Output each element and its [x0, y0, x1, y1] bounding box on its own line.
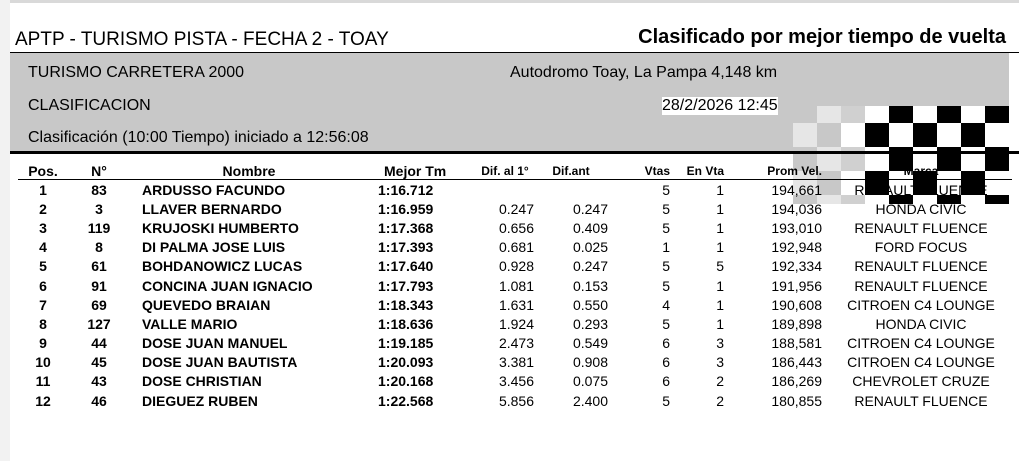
col-vtas: Vtas — [608, 163, 670, 180]
col-dif1: Dif. al 1° — [476, 163, 534, 180]
cell-envta: 1 — [716, 200, 724, 217]
cell-envta: 1 — [716, 181, 724, 198]
cell-vtas: 6 — [662, 373, 670, 390]
cell-name: ARDUSSO FACUNDO — [142, 181, 286, 198]
cell-marca: RENAULT FLUENCE — [854, 258, 988, 275]
cell-difa: 0.293 — [572, 315, 608, 332]
cell-dif1: 5.856 — [498, 392, 534, 409]
cell-best: 1:22.568 — [378, 392, 434, 409]
cell-num: 44 — [91, 335, 107, 352]
results-table — [18, 163, 1012, 410]
table-row — [18, 180, 1012, 200]
cell-name: DOSE JUAN BAUTISTA — [142, 354, 298, 371]
cell-marca: CITROEN C4 LOUNGE — [847, 296, 995, 313]
cell-dif1: 0.681 — [498, 239, 534, 256]
venue-label: Autodromo Toay, La Pampa 4,148 km — [510, 64, 778, 81]
cell-dif1: 3.456 — [498, 373, 534, 390]
col-best: Mejor Tm — [368, 163, 476, 180]
cell-name: DI PALMA JOSE LUIS — [142, 239, 286, 256]
cell-pos: 8 — [39, 315, 47, 332]
cell-best: 1:19.185 — [378, 335, 434, 352]
band-rule — [10, 151, 1019, 154]
cell-best: 1:16.712 — [378, 181, 434, 198]
cell-num: 46 — [91, 392, 107, 409]
cell-num: 91 — [91, 277, 107, 294]
cell-difa: 0.153 — [572, 277, 608, 294]
session-info-band — [10, 53, 1009, 151]
cell-difa: 0.025 — [572, 239, 608, 256]
cell-dif1: 0.928 — [498, 258, 534, 275]
col-prom: Prom Vel. — [724, 163, 822, 180]
cell-prom: 192,948 — [771, 239, 822, 256]
cell-pos: 4 — [39, 239, 47, 256]
table-row — [18, 276, 1012, 295]
cell-name: CONCINA JUAN IGNACIO — [142, 277, 313, 294]
cell-marca: RENAULT FLUENCE — [854, 219, 988, 236]
col-name: Nombre — [130, 163, 368, 180]
cell-prom: 193,010 — [771, 219, 822, 236]
cell-best: 1:16.959 — [378, 200, 434, 217]
table-row — [18, 295, 1012, 314]
datetime-label: 28/2/2026 12:45 — [662, 97, 778, 114]
cell-dif1: 1.081 — [498, 277, 534, 294]
cell-dif1: 1.924 — [498, 315, 534, 332]
table-row — [18, 218, 1012, 237]
cell-best: 1:17.793 — [378, 277, 434, 294]
table-header-row — [18, 163, 1012, 180]
cell-best: 1:17.640 — [378, 258, 434, 275]
cell-vtas: 5 — [662, 200, 670, 217]
cell-name: KRUJOSKI HUMBERTO — [142, 219, 299, 236]
cell-prom: 189,898 — [771, 315, 822, 332]
col-envta: En Vta — [670, 163, 724, 180]
cell-vtas: 4 — [662, 296, 670, 313]
sort-title: Clasificado por mejor tiempo de vuelta — [638, 26, 1006, 48]
cell-marca: RENAULT FLUENCE — [854, 181, 988, 198]
cell-best: 1:17.368 — [378, 219, 434, 236]
cell-num: 69 — [91, 296, 107, 313]
cell-prom: 180,855 — [771, 392, 822, 409]
cell-num: 45 — [91, 354, 107, 371]
cell-pos: 5 — [39, 258, 47, 275]
cell-envta: 1 — [716, 296, 724, 313]
table-row — [18, 257, 1012, 276]
cell-vtas: 5 — [662, 277, 670, 294]
table-row — [18, 199, 1012, 218]
cell-marca: HONDA CIVIC — [875, 200, 967, 217]
cell-envta: 5 — [716, 258, 724, 275]
cell-vtas: 5 — [662, 392, 670, 409]
cell-best: 1:17.393 — [378, 239, 434, 256]
cell-prom: 188,581 — [771, 335, 822, 352]
cell-prom: 186,269 — [771, 373, 822, 390]
cell-difa: 0.075 — [572, 373, 608, 390]
cell-name: DIEGUEZ RUBEN — [142, 392, 258, 409]
cell-difa: 2.400 — [572, 392, 608, 409]
cell-envta: 1 — [716, 219, 724, 236]
cell-dif1: 0.247 — [498, 200, 534, 217]
cell-num: 83 — [91, 181, 107, 198]
cell-dif1: 1.631 — [498, 296, 534, 313]
cell-marca: RENAULT FLUENCE — [854, 392, 988, 409]
cell-num: 8 — [95, 239, 103, 256]
cell-dif1: 2.473 — [498, 335, 534, 352]
cell-vtas: 1 — [662, 239, 670, 256]
results-page — [10, 0, 1019, 461]
cell-difa: 0.550 — [572, 296, 608, 313]
cell-vtas: 5 — [662, 258, 670, 275]
results-body — [18, 180, 1012, 411]
cell-marca: RENAULT FLUENCE — [854, 277, 988, 294]
cell-name: BOHDANOWICZ LUCAS — [142, 258, 303, 275]
cell-pos: 7 — [39, 296, 47, 313]
cell-envta: 1 — [716, 277, 724, 294]
cell-envta: 2 — [716, 392, 724, 409]
cell-best: 1:20.093 — [378, 354, 434, 371]
cell-best: 1:18.343 — [378, 296, 434, 313]
col-num: N° — [68, 163, 130, 180]
cell-envta: 2 — [716, 373, 724, 390]
cell-prom: 186,443 — [771, 354, 822, 371]
table-row — [18, 314, 1012, 333]
cell-pos: 11 — [35, 373, 51, 390]
cell-pos: 9 — [39, 335, 47, 352]
table-row — [18, 334, 1012, 353]
cell-pos: 2 — [39, 200, 47, 217]
table-row — [18, 353, 1012, 372]
cell-num: 127 — [87, 315, 111, 332]
cell-vtas: 6 — [662, 354, 670, 371]
cell-prom: 190,608 — [771, 296, 822, 313]
table-row — [18, 238, 1012, 257]
cell-marca: HONDA CIVIC — [875, 315, 967, 332]
cell-vtas: 6 — [662, 335, 670, 352]
cell-best: 1:18.636 — [378, 315, 434, 332]
cell-difa: 0.409 — [572, 219, 608, 236]
cell-envta: 3 — [716, 335, 724, 352]
cell-num: 61 — [91, 258, 107, 275]
cell-prom: 191,956 — [771, 277, 822, 294]
cell-prom: 194,661 — [771, 181, 822, 198]
cell-difa — [534, 180, 608, 200]
cell-name: VALLE MARIO — [142, 315, 238, 332]
session-info-label: Clasificación (10:00 Tiempo) iniciado a 12:56:08 — [28, 129, 369, 146]
cell-pos: 12 — [35, 392, 51, 409]
table-row — [18, 372, 1012, 391]
cell-num: 43 — [91, 373, 107, 390]
cell-dif1 — [476, 180, 534, 200]
top-border — [10, 0, 1019, 3]
cell-vtas: 5 — [662, 219, 670, 236]
cell-marca: CHEVROLET CRUZE — [852, 373, 990, 390]
category-label: TURISMO CARRETERA 2000 — [28, 64, 245, 81]
cell-vtas: 5 — [662, 315, 670, 332]
cell-difa: 0.908 — [572, 354, 608, 371]
cell-prom: 192,334 — [771, 258, 822, 275]
cell-difa: 0.247 — [572, 200, 608, 217]
cell-pos: 3 — [39, 219, 47, 236]
cell-name: DOSE JUAN MANUEL — [142, 335, 288, 352]
cell-pos: 1 — [39, 181, 47, 198]
cell-difa: 0.247 — [572, 258, 608, 275]
cell-dif1: 0.656 — [498, 219, 534, 236]
cell-marca: FORD FOCUS — [874, 239, 968, 256]
cell-pos: 10 — [35, 354, 51, 371]
cell-marca: CITROEN C4 LOUNGE — [847, 354, 995, 371]
cell-name: DOSE CHRISTIAN — [142, 373, 262, 390]
cell-envta: 1 — [716, 239, 724, 256]
cell-envta: 3 — [716, 354, 724, 371]
page-title: APTP - TURISMO PISTA - FECHA 2 - TOAY — [15, 29, 389, 50]
col-marca: Marca — [822, 163, 1012, 180]
cell-marca: CITROEN C4 LOUNGE — [847, 335, 995, 352]
table-row — [18, 391, 1012, 410]
cell-num: 119 — [87, 219, 111, 236]
col-pos: Pos. — [18, 163, 68, 180]
cell-pos: 6 — [39, 277, 47, 294]
cell-name: LLAVER BERNARDO — [142, 200, 282, 217]
cell-num: 3 — [95, 200, 103, 217]
cell-name: QUEVEDO BRAIAN — [142, 296, 271, 313]
cell-difa: 0.549 — [572, 335, 608, 352]
cell-prom: 194,036 — [771, 200, 822, 217]
cell-envta: 1 — [716, 315, 724, 332]
cell-vtas: 5 — [662, 181, 670, 198]
col-difa: Dif.ant — [534, 163, 608, 180]
session-label: CLASIFICACION — [28, 97, 151, 114]
cell-best: 1:20.168 — [378, 373, 434, 390]
cell-dif1: 3.381 — [498, 354, 534, 371]
